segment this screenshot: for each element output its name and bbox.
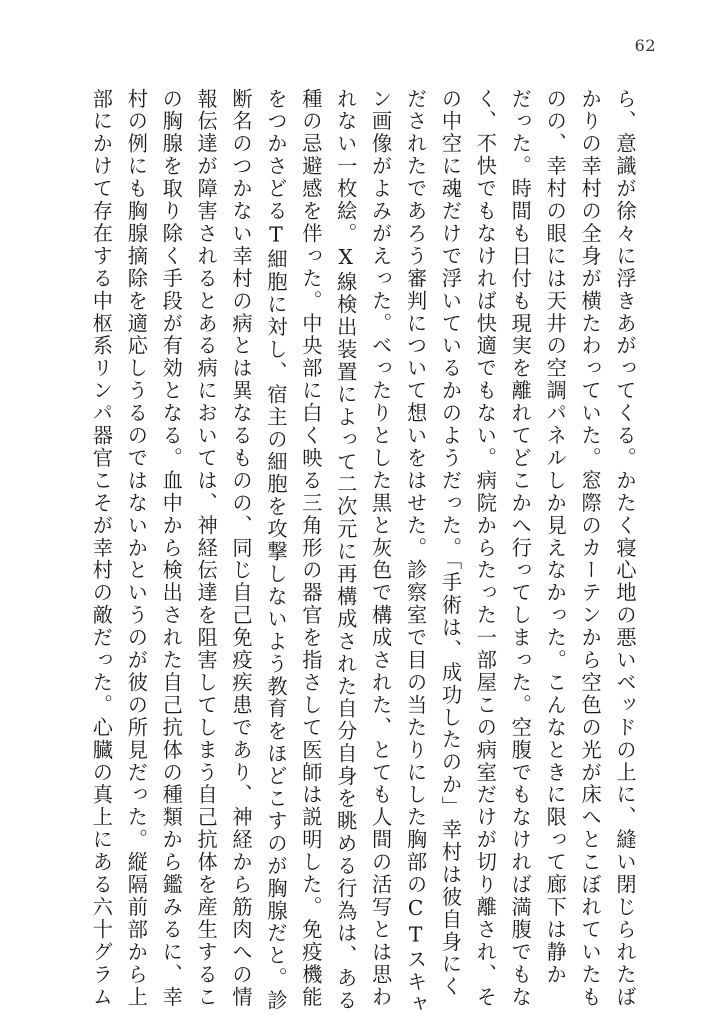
body-text	[89, 88, 642, 1017]
text-line: かりの幸村の全身が横たわっていた。窓際のカーテンから空色の光が床へとこぼれていたも	[578, 88, 603, 1009]
text-line: 断名のつかない幸村の病とは異なるものの、同じ自己免疫疾患であり、神経から筋肉への情	[229, 88, 254, 1009]
page-number: 62	[634, 36, 656, 55]
text-line: の胸腺を取り除く手段が有効となる。血中から検出された自己抗体の種類から鑑みるに、幸	[159, 88, 184, 1009]
text-line: ン画像がよみがえった。べったりとした黒と灰色で構成された、とても人間の活写とは思わ	[368, 88, 393, 1009]
text-line: く、不快でもなければ快適でもない。病院からたった一部屋この病室だけが切り離され、そ	[473, 88, 498, 1009]
text-line: だされたであろう審判について想いをはせた。診察室で目の当たりにした胸部のCTスキャ	[403, 88, 428, 1017]
text-line: をつかさどるT細胞に対し、宿主の細胞を攻撃しないよう教育をほどこすのが胸腺だと。診	[263, 88, 288, 1013]
text-line: 種の忌避感を伴った。中央部に白く映る三角形の器官を指さして医師は説明した。免疫機能	[298, 88, 323, 1009]
text-line: 村の例にも胸腺摘除を適応しうるのではないかというのが彼の所見だった。縦隔前部から上	[124, 88, 149, 1009]
text-line: のの、幸村の眼には天井の空調パネルしか見えなかった。こんなときに限って廊下は静か	[543, 88, 568, 986]
text-line: 部にかけて存在する中枢系リンパ器官こそが幸村の敵だった。心臓の真上にある六十グラム	[89, 88, 114, 1009]
text-line: れない一枚絵。X線検出装置によって二次元に再構成された自分自身を眺める行為は、ある	[333, 88, 358, 1013]
text-line: 報伝達が障害されるとある病においては、神経伝達を阻害してしまう自己抗体を産生するこ	[194, 88, 219, 1009]
text-line: だった。時間も日付も現実を離れてどこかへ行ってしまった。空腹でもなければ満腹でもな	[508, 88, 533, 1009]
text-line: の中空に魂だけで浮いているかのようだった。「手術は、成功したのか」幸村は彼自身にく	[438, 88, 463, 999]
text-line: ら、意識が徐々に浮きあがってくる。かたく寝心地の悪いベッドの上に、縫い閉じられたば	[613, 88, 637, 1009]
